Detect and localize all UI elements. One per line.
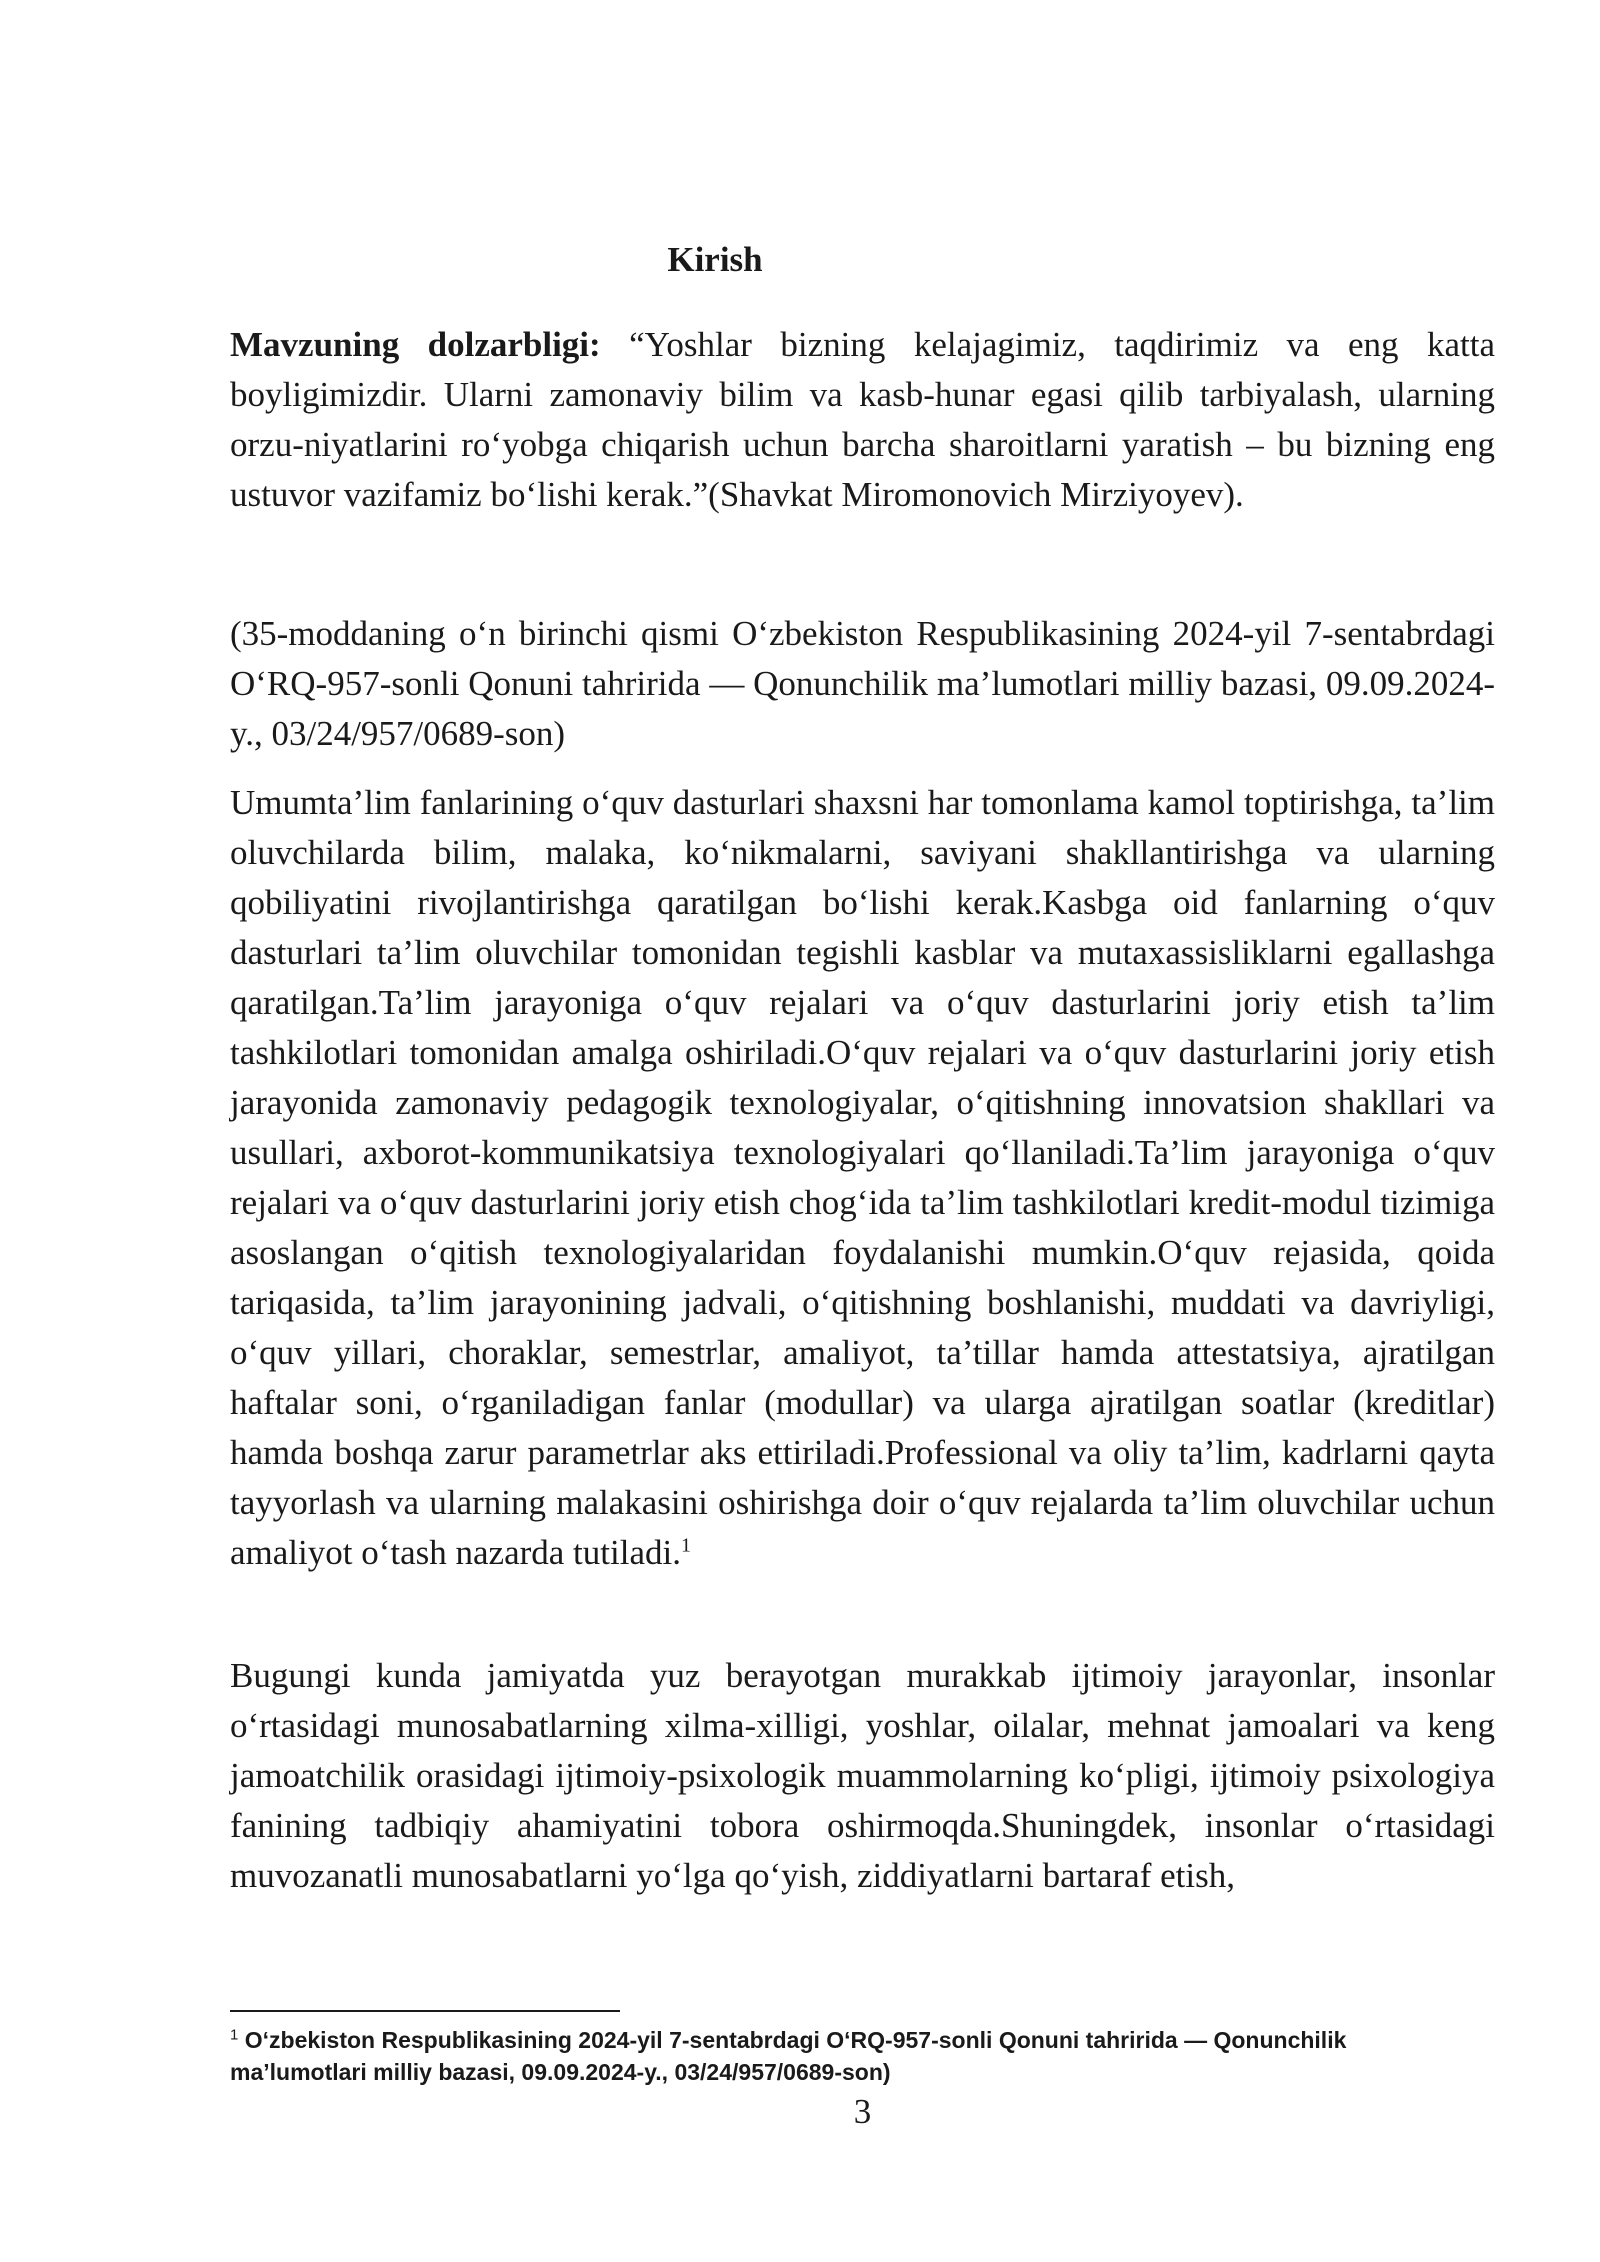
section-heading: Kirish <box>667 240 763 279</box>
citation-paragraph <box>230 609 1495 759</box>
topic-relevance-label: Mavzuning dolzarbligi: <box>230 325 601 364</box>
intro-paragraph <box>230 320 1495 520</box>
main-paragraph-text: Umumta’lim fanlarining o‘quv dasturlari shaxsni har tomonlama kamol toptirishga, ta’lim oluvchilarda bilim, malaka, ko‘nikmalarni, saviyani shakllantirishga va ularning qobiliyatini rivojlantirishga qaratilgan bo‘lishi kerak.Kasbga oid fanlarning o‘quv dasturlari ta’lim oluvchilar tomonidan tegishli kasblar va mutaxassisliklarni egallashga qaratilgan.Ta’lim jarayoniga o‘quv rejalari va o‘quv dasturlarini joriy etish ta’lim tashkilotlari tomonidan amalga oshiriladi.O‘quv rejalari va o‘quv dasturlarini joriy etish jarayonida zamonaviy pedagogik texnologiyalar, o‘qitishning innovatsion shakllari va usullari, axborot-kommunikatsiya texnologiyalari qo‘llaniladi.Ta’lim jarayoniga o‘quv rejalari va o‘quv dasturlarini joriy etish chog‘ida ta’lim tashkilotlari kredit-modul tizimiga asoslangan o‘qitish texnologiyalaridan foydalanishi mumkin.O‘quv rejasida, qoida tariqasida, ta’lim jarayonining jadvali, o‘qitishning boshlanishi, muddati va davriyligi, o‘quv yillari, choraklar, semestrlar, amaliyot, ta’tillar hamda attestatsiya, ajratilgan haftalar soni, o‘rganiladigan fanlar (modullar) va ularga ajratilgan soatlar (kreditlar) hamda boshqa zarur parametrlar aks ettiriladi.Professional va oliy ta’lim, kadrlarni qayta tayyorlash va ularning malakasini oshirishga doir o‘quv rejalarda ta’lim oluvchilar uchun amaliyot o‘tash nazarda tutiladi. <box>230 783 1495 1572</box>
main-paragraph <box>230 778 1495 1578</box>
last-paragraph <box>230 1651 1495 1901</box>
footnote <box>230 2024 1380 2088</box>
page-number: 3 <box>853 2092 872 2131</box>
last-paragraph-text: Bugungi kunda jamiyatda yuz berayotgan murakkab ijtimoiy jarayonlar, insonlar o‘rtasidagi munosabatlarning xilma-xilligi, yoshlar, oilalar, mehnat jamoalari va keng jamoatchilik orasidagi ijtimoiy-psixologik muammolarning ko‘pligi, ijtimoiy psixologiya fanining tadbiqiy ahamiyatini tobora oshirmoqda.Shuningdek, insonlar o‘rtasidagi muvozanatli munosabatlarni yo‘lga qo‘yish, ziddiyatlarni bartaraf etish, <box>230 1656 1495 1895</box>
citation-text: (35-moddaning o‘n birinchi qismi O‘zbekiston Respublikasining 2024-yil 7-sentabrdagi O‘RQ-957-sonli Qonuni tahririda — Qonunchilik ma’lumotlari milliy bazasi, 09.09.2024-y., 03/24/957/0689-son) <box>230 614 1495 753</box>
footnote-text: O‘zbekiston Respublikasining 2024-yil 7-sentabrdagi O‘RQ-957-sonli Qonuni tahririda — Qonunchilik ma’lumotlari milliy bazasi, 09.09.2024-y., 03/24/957/0689-son) <box>230 2027 1347 2085</box>
footnote-reference[interactable]: 1 <box>680 1534 691 1557</box>
president-quote: “Yoshlar bizning kelajagimiz, taqdirimiz va eng katta boyligimizdir. Ularni zamonaviy bilim va kasb-hunar egasi qilib tarbiyalash, ularning orzu-niyatlarini ro‘yobga chiqarish uchun barcha sharoitlarni yaratish – bu bizning eng ustuvor vazifamiz bo‘lishi kerak.”(Shavkat Miromonovich Mirziyoyev). <box>230 325 1495 514</box>
footnote-marker: 1 <box>230 2026 239 2044</box>
footnote-separator <box>230 2010 620 2012</box>
